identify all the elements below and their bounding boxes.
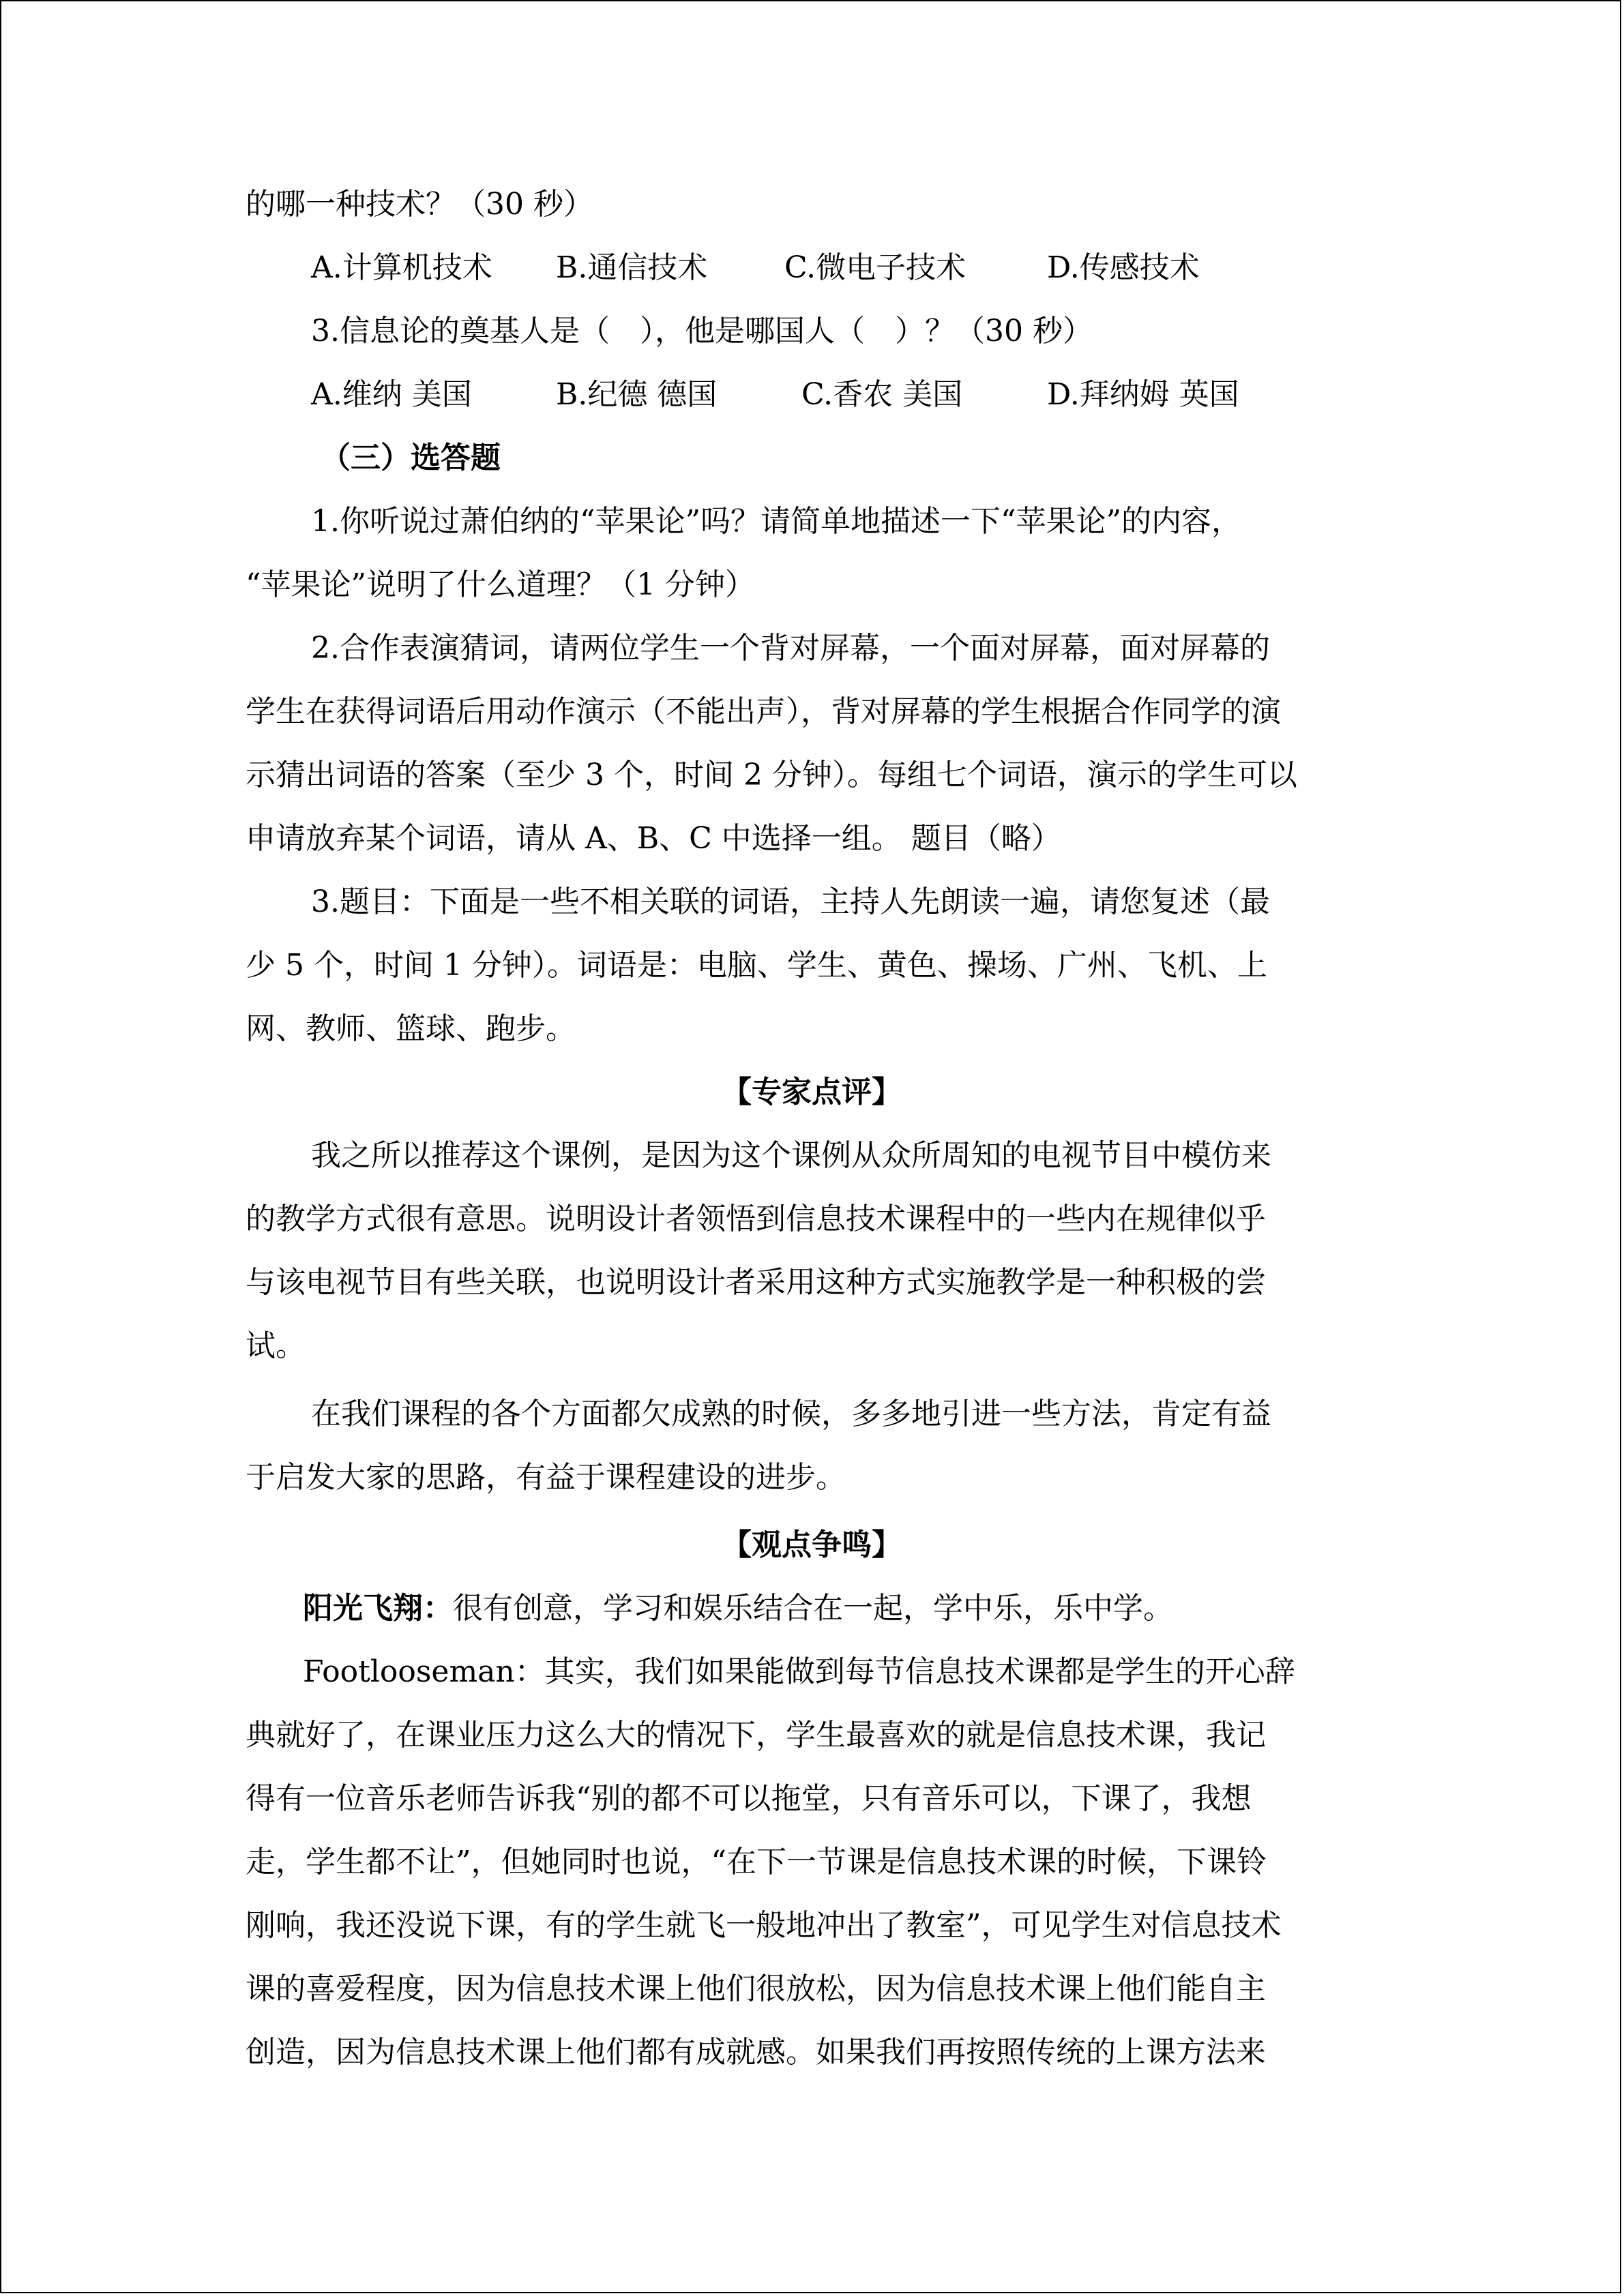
- option-c: C.香农 美国: [801, 377, 963, 412]
- paragraph-line: 刚响，我还没说下课，有的学生就飞一般地冲出了教室”，可见学生对信息技术: [246, 1908, 1282, 1943]
- paragraph-line: “苹果论”说明了什么道理？（1 分钟）: [246, 567, 755, 602]
- paragraph-line: 2.合作表演猜词，请两位学生一个背对屏幕，一个面对屏幕，面对屏幕的: [311, 631, 1270, 666]
- paragraph-line: 与该电视节目有些关联，也说明设计者采用这种方式实施教学是一种积极的尝: [246, 1265, 1266, 1300]
- option-a: A.维纳 美国: [311, 377, 472, 412]
- commenter-name: 阳光飞翔：: [303, 1591, 453, 1626]
- paragraph-line: 课的喜爱程度，因为信息技术课上他们很放松，因为信息技术课上他们能自主: [246, 1971, 1266, 2006]
- question-2-tail: 的哪一种技术？（30 秒）: [246, 187, 593, 222]
- paragraph-line: 创造，因为信息技术课上他们都有成就感。如果我们再按照传统的上课方法来: [246, 2035, 1266, 2070]
- paragraph-line: 少 5 个，时间 1 分钟）。词语是：电脑、学生、黄色、操场、广州、飞机、上: [246, 948, 1267, 983]
- debate-title: 【观点争鸣】: [722, 1527, 902, 1562]
- paragraph-line: 1.你听说过萧伯纳的“苹果论”吗？请简单地描述一下“苹果论”的内容，: [311, 504, 1241, 539]
- option-d: D.拜纳姆 英国: [1047, 377, 1239, 412]
- expert-review-title: 【专家点评】: [722, 1075, 902, 1109]
- paragraph-line: 3.题目：下面是一些不相关联的词语，主持人先朗读一遍，请您复述（最: [311, 884, 1270, 919]
- paragraph-line: 我之所以推荐这个课例，是因为这个课例从众所周知的电视节目中模仿来: [311, 1138, 1271, 1173]
- option-b: B.通信技术: [556, 250, 708, 285]
- option-a: A.计算机技术: [311, 250, 492, 285]
- paragraph-line: 学生在获得词语后用动作演示（不能出声），背对屏幕的学生根据合作同学的演: [246, 694, 1281, 729]
- paragraph-line: 典就好了，在课业压力这么大的情况下，学生最喜欢的就是信息技术课，我记: [246, 1718, 1266, 1753]
- option-d: D.传感技术: [1047, 250, 1200, 285]
- comment-text: 很有创意，学习和娱乐结合在一起，学中乐，乐中学。: [453, 1591, 1173, 1626]
- paragraph-line: 于启发大家的思路，有益于课程建设的进步。: [246, 1460, 846, 1495]
- commenter-name: Footlooseman：: [303, 1654, 545, 1689]
- comment-text: 其实，我们如果能做到每节信息技术课都是学生的开心辞: [544, 1654, 1295, 1689]
- paragraph-line: 在我们课程的各个方面都欠成熟的时候，多多地引进一些方法，肯定有益: [311, 1397, 1271, 1431]
- option-c: C.微电子技术: [784, 250, 966, 285]
- question-3: 3.信息论的奠基人是（ ），他是哪国人（ ）？（30 秒）: [311, 314, 1093, 348]
- option-b: B.纪德 德国: [556, 377, 718, 412]
- section-heading: （三）选答题: [321, 441, 501, 475]
- paragraph-line: 试。: [246, 1328, 306, 1363]
- paragraph-line: 示猜出词语的答案（至少 3 个，时间 2 分钟）。每组七个词语，演示的学生可以: [246, 758, 1297, 792]
- comment-line: [303, 1588, 1173, 1629]
- paragraph-line: 走，学生都不让”，但她同时也说，“在下一节课是信息技术课的时候，下课铃: [246, 1845, 1267, 1879]
- paragraph-line: 网、教师、篮球、跑步。: [246, 1011, 576, 1046]
- paragraph-line: 得有一位音乐老师告诉我“别的都不可以拖堂，只有音乐可以，下课了，我想: [246, 1781, 1252, 1816]
- paragraph-line: 申请放弃某个词语，请从 A、B、C 中选择一组。 题目（略）: [246, 821, 1061, 856]
- comment-line: [303, 1652, 1295, 1693]
- paragraph-line: 的教学方式很有意思。说明设计者领悟到信息技术课程中的一些内在规律似乎: [246, 1202, 1266, 1236]
